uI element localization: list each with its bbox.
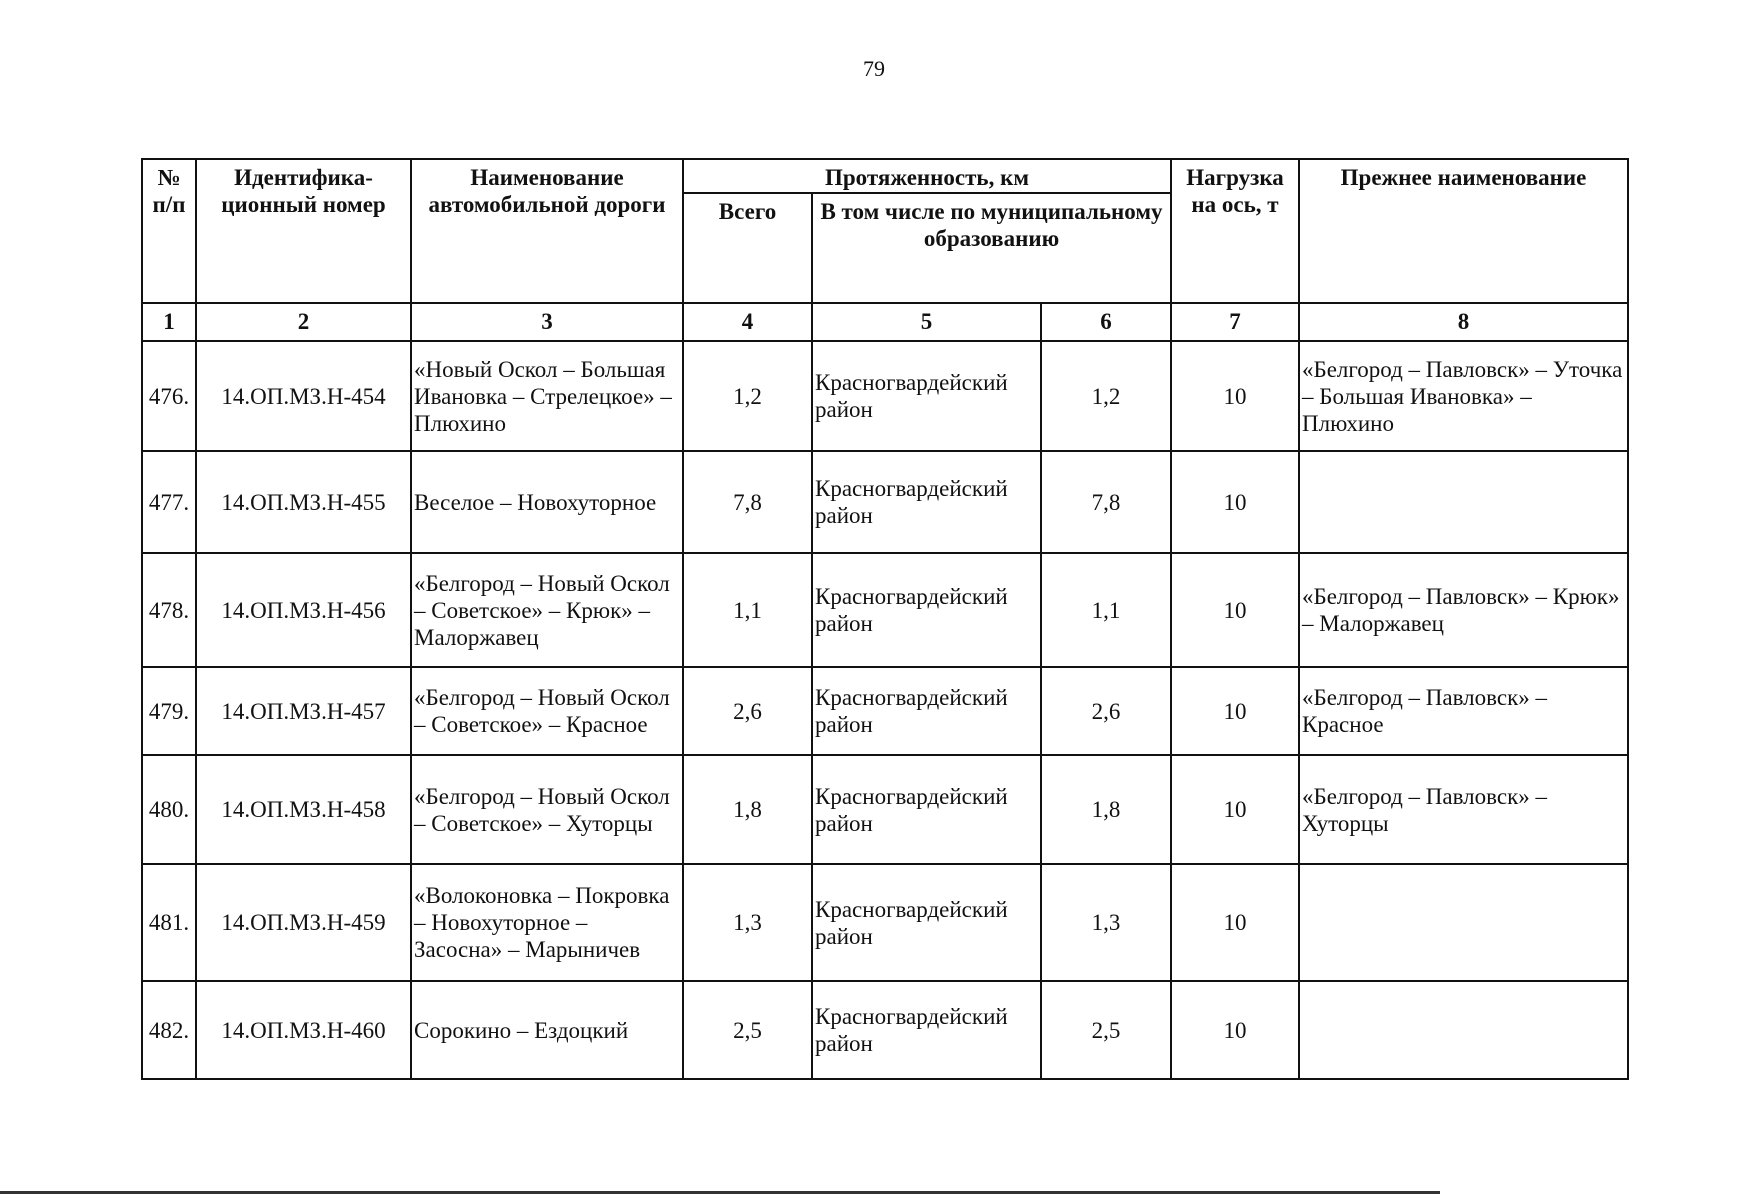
row-num: 478. [142, 553, 196, 667]
row-num: 482. [142, 981, 196, 1079]
row-road-name: «Новый Оскол – Большая Ивановка – Стрелецкое» – Плюхино [411, 341, 683, 451]
row-axle-load: 10 [1171, 341, 1299, 451]
row-num: 477. [142, 451, 196, 553]
row-municipality: Красногвардейский район [812, 667, 1041, 755]
row-municipality-km: 1,3 [1041, 864, 1171, 981]
scan-edge-line [0, 1191, 1440, 1194]
header-length-group: Протяженность, км [683, 159, 1171, 193]
row-num: 481. [142, 864, 196, 981]
row-municipality-km: 1,2 [1041, 341, 1171, 451]
row-road-name: «Волоконовка – Покровка – Новохуторное – Засосна» – Марыничев [411, 864, 683, 981]
row-former-name [1299, 981, 1628, 1079]
table-row [142, 667, 1628, 755]
row-municipality-km: 7,8 [1041, 451, 1171, 553]
table-row [142, 981, 1628, 1079]
row-municipality: Красногвардейский район [812, 981, 1041, 1079]
row-former-name: «Белгород – Павловск» – Крюк» – Малоржавец [1299, 553, 1628, 667]
table-header [142, 159, 1628, 341]
table-row [142, 755, 1628, 864]
row-axle-load: 10 [1171, 981, 1299, 1079]
row-municipality-km: 2,5 [1041, 981, 1171, 1079]
row-id: 14.ОП.МЗ.Н-457 [196, 667, 411, 755]
row-total-km: 1,2 [683, 341, 812, 451]
table-body [142, 341, 1628, 1079]
row-axle-load: 10 [1171, 451, 1299, 553]
row-axle-load: 10 [1171, 667, 1299, 755]
column-number: 5 [812, 303, 1041, 341]
row-former-name: «Белгород – Павловск» – Уточка – Большая Ивановка» – Плюхино [1299, 341, 1628, 451]
row-municipality: Красногвардейский район [812, 451, 1041, 553]
column-number: 8 [1299, 303, 1628, 341]
header-id: Идентифика-ционный номер [196, 159, 411, 303]
row-axle-load: 10 [1171, 864, 1299, 981]
row-id: 14.ОП.МЗ.Н-455 [196, 451, 411, 553]
header-num: № п/п [142, 159, 196, 303]
row-axle-load: 10 [1171, 755, 1299, 864]
header-by-municipality: В том числе по муниципальному образованию [812, 193, 1171, 303]
column-number: 1 [142, 303, 196, 341]
column-number: 4 [683, 303, 812, 341]
row-id: 14.ОП.МЗ.Н-454 [196, 341, 411, 451]
header-road-name: Наименование автомобильной дороги [411, 159, 683, 303]
table-row [142, 864, 1628, 981]
row-municipality: Красногвардейский район [812, 755, 1041, 864]
row-road-name: «Белгород – Новый Оскол – Советское» – Красное [411, 667, 683, 755]
row-num: 479. [142, 667, 196, 755]
table-row [142, 451, 1628, 553]
column-number-row [142, 303, 1628, 341]
row-municipality: Красногвардейский район [812, 864, 1041, 981]
row-id: 14.ОП.МЗ.Н-458 [196, 755, 411, 864]
table-row [142, 553, 1628, 667]
row-road-name: «Белгород – Новый Оскол – Советское» – Хуторцы [411, 755, 683, 864]
row-id: 14.ОП.МЗ.Н-460 [196, 981, 411, 1079]
header-axle-load: Нагрузка на ось, т [1171, 159, 1299, 303]
row-former-name: «Белгород – Павловск» – Хуторцы [1299, 755, 1628, 864]
row-total-km: 1,8 [683, 755, 812, 864]
column-number: 2 [196, 303, 411, 341]
row-total-km: 2,6 [683, 667, 812, 755]
row-former-name: «Белгород – Павловск» – Красное [1299, 667, 1628, 755]
row-total-km: 1,1 [683, 553, 812, 667]
row-road-name: Веселое – Новохуторное [411, 451, 683, 553]
page-number: 79 [863, 56, 885, 81]
column-number: 6 [1041, 303, 1171, 341]
row-municipality: Красногвардейский район [812, 341, 1041, 451]
column-number: 3 [411, 303, 683, 341]
row-total-km: 7,8 [683, 451, 812, 553]
row-former-name [1299, 451, 1628, 553]
row-municipality-km: 1,8 [1041, 755, 1171, 864]
row-num: 480. [142, 755, 196, 864]
table-row [142, 341, 1628, 451]
row-total-km: 1,3 [683, 864, 812, 981]
column-number: 7 [1171, 303, 1299, 341]
row-axle-load: 10 [1171, 553, 1299, 667]
row-id: 14.ОП.МЗ.Н-456 [196, 553, 411, 667]
row-road-name: Сорокино – Ездоцкий [411, 981, 683, 1079]
row-municipality: Красногвардейский район [812, 553, 1041, 667]
row-former-name [1299, 864, 1628, 981]
row-id: 14.ОП.МЗ.Н-459 [196, 864, 411, 981]
row-road-name: «Белгород – Новый Оскол – Советское» – Крюк» – Малоржавец [411, 553, 683, 667]
header-former-name: Прежнее наименование [1299, 159, 1628, 303]
row-municipality-km: 2,6 [1041, 667, 1171, 755]
header-total: Всего [683, 193, 812, 303]
row-municipality-km: 1,1 [1041, 553, 1171, 667]
row-total-km: 2,5 [683, 981, 812, 1079]
roads-table [141, 158, 1629, 1080]
row-num: 476. [142, 341, 196, 451]
